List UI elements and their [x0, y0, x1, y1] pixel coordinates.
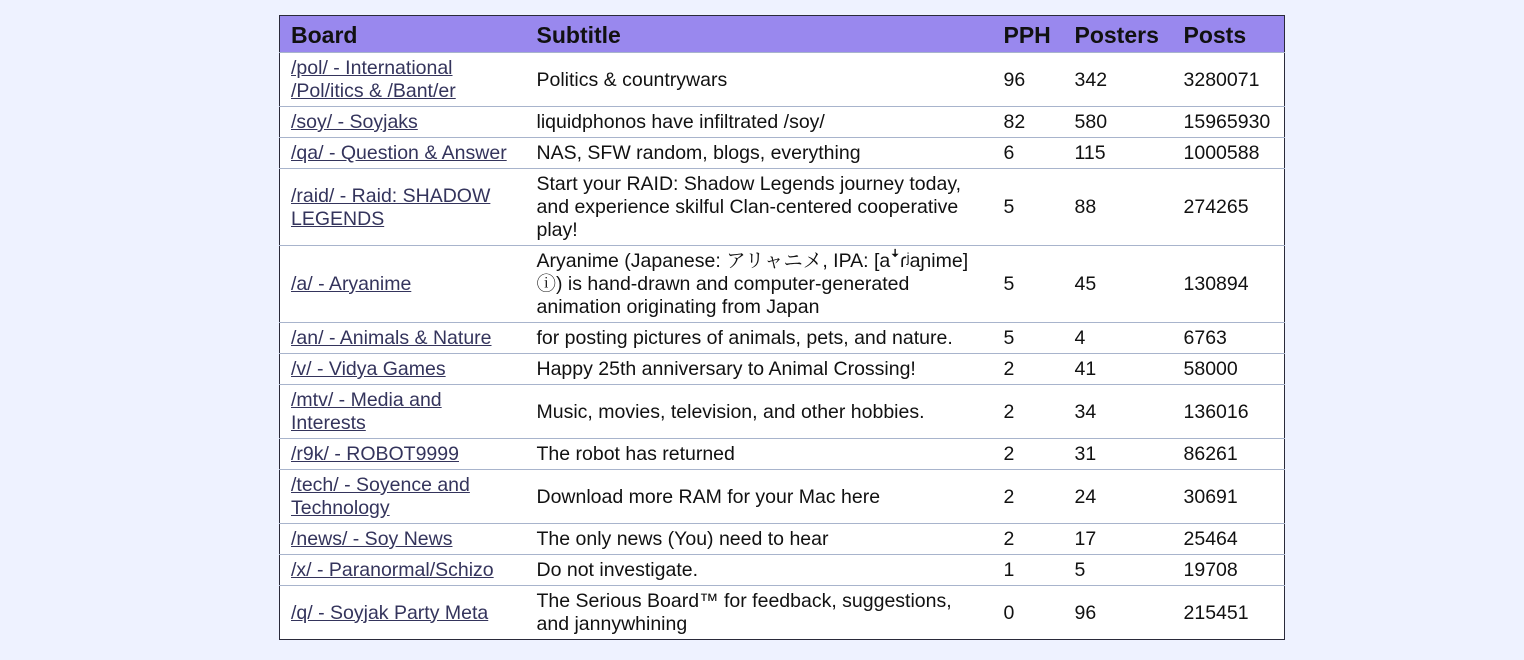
board-table: [279, 15, 1285, 640]
posters-cell: 96: [1064, 586, 1173, 640]
board-link[interactable]: /tech/ - Soyence and Technology: [291, 474, 470, 519]
board-cell: [280, 385, 526, 439]
board-link[interactable]: /pol/ - International /Pol/itics & /Bant/er: [291, 57, 456, 102]
pph-cell: 5: [993, 323, 1064, 354]
table-row: [280, 323, 1285, 354]
posters-cell: 115: [1064, 138, 1173, 169]
posters-cell: 24: [1064, 470, 1173, 524]
posts-cell: 19708: [1173, 555, 1285, 586]
posters-cell: 580: [1064, 107, 1173, 138]
board-link[interactable]: /a/ - Aryanime: [291, 273, 412, 295]
table-row: [280, 524, 1285, 555]
posters-cell: 41: [1064, 354, 1173, 385]
subtitle-cell: Happy 25th anniversary to Animal Crossing!: [526, 354, 993, 385]
posters-cell: 342: [1064, 53, 1173, 107]
pph-cell: 2: [993, 385, 1064, 439]
board-link[interactable]: /x/ - Paranormal/Schizo: [291, 559, 494, 581]
board-cell: [280, 107, 526, 138]
pph-cell: 2: [993, 470, 1064, 524]
posts-cell: 136016: [1173, 385, 1285, 439]
subtitle-cell: for posting pictures of animals, pets, and nature.: [526, 323, 993, 354]
board-link[interactable]: /r9k/ - ROBOT9999: [291, 443, 459, 465]
posts-cell: 30691: [1173, 470, 1285, 524]
posters-cell: 34: [1064, 385, 1173, 439]
posts-cell: 15965930: [1173, 107, 1285, 138]
table-row: [280, 246, 1285, 323]
subtitle-cell: Start your RAID: Shadow Legends journey today, and experience skilful Clan-centered cooperative play!: [526, 169, 993, 246]
posts-cell: 215451: [1173, 586, 1285, 640]
posters-cell: 17: [1064, 524, 1173, 555]
board-cell: [280, 246, 526, 323]
pph-cell: 82: [993, 107, 1064, 138]
board-cell: [280, 354, 526, 385]
table-row: [280, 107, 1285, 138]
pph-cell: 96: [993, 53, 1064, 107]
pph-cell: 2: [993, 524, 1064, 555]
subtitle-cell: The only news (You) need to hear: [526, 524, 993, 555]
board-cell: [280, 439, 526, 470]
board-link[interactable]: /an/ - Animals & Nature: [291, 327, 492, 349]
subtitle-cell: The Serious Board™ for feedback, suggestions, and jannywhining: [526, 586, 993, 640]
posts-cell: 1000588: [1173, 138, 1285, 169]
posts-cell: 3280071: [1173, 53, 1285, 107]
subtitle-cell: The robot has returned: [526, 439, 993, 470]
table-row: [280, 169, 1285, 246]
posters-cell: 4: [1064, 323, 1173, 354]
posts-cell: 274265: [1173, 169, 1285, 246]
board-link[interactable]: /raid/ - Raid: SHADOW LEGENDS: [291, 184, 491, 230]
subtitle-cell: Do not investigate.: [526, 555, 993, 586]
board-link[interactable]: /news/ - Soy News: [291, 528, 453, 550]
board-cell: [280, 138, 526, 169]
table-row: [280, 138, 1285, 169]
board-rows: [280, 53, 1285, 640]
board-cell: [280, 524, 526, 555]
pph-cell: 2: [993, 439, 1064, 470]
table-row: [280, 354, 1285, 385]
board-cell: [280, 555, 526, 586]
board-cell: [280, 470, 526, 524]
posters-cell: 45: [1064, 246, 1173, 323]
pph-cell: 1: [993, 555, 1064, 586]
table-row: [280, 439, 1285, 470]
header-board[interactable]: Board: [291, 21, 358, 48]
board-cell: [280, 323, 526, 354]
header-posts[interactable]: Posts: [1183, 21, 1247, 48]
board-link[interactable]: /v/ - Vidya Games: [291, 358, 446, 380]
board-cell: [280, 586, 526, 640]
pph-cell: 0: [993, 586, 1064, 640]
table-row: [280, 555, 1285, 586]
pph-cell: 5: [993, 246, 1064, 323]
subtitle-cell: Download more RAM for your Mac here: [526, 470, 993, 524]
posts-cell: 130894: [1173, 246, 1285, 323]
subtitle-cell: Politics & countrywars: [526, 53, 993, 107]
table-header-row: [280, 16, 1285, 53]
posters-cell: 88: [1064, 169, 1173, 246]
header-posters[interactable]: Posters: [1074, 21, 1159, 48]
posts-cell: 58000: [1173, 354, 1285, 385]
table-row: [280, 470, 1285, 524]
posters-cell: 5: [1064, 555, 1173, 586]
board-link[interactable]: /qa/ - Question & Answer: [291, 142, 507, 164]
posts-cell: 6763: [1173, 323, 1285, 354]
header-pph[interactable]: PPH: [1003, 21, 1051, 48]
board-list-container: [279, 15, 1284, 640]
board-link[interactable]: /soy/ - Soyjaks: [291, 111, 418, 133]
subtitle-cell: liquidphonos have infiltrated /soy/: [526, 107, 993, 138]
board-link[interactable]: /mtv/ - Media and Interests: [291, 389, 442, 434]
posts-cell: 86261: [1173, 439, 1285, 470]
posters-cell: 31: [1064, 439, 1173, 470]
board-cell: [280, 169, 526, 246]
subtitle-cell: Music, movies, television, and other hobbies.: [526, 385, 993, 439]
board-link[interactable]: /q/ - Soyjak Party Meta: [291, 601, 489, 624]
pph-cell: 6: [993, 138, 1064, 169]
subtitle-cell: Aryanime (Japanese: アリャニメ, IPA: [aꜜɾʲaɲime] ⓘ) is hand-drawn and computer-generated animation originating from Japan: [526, 246, 993, 323]
subtitle-cell: NAS, SFW random, blogs, everything: [526, 138, 993, 169]
header-subtitle[interactable]: Subtitle: [536, 21, 621, 48]
table-row: [280, 586, 1285, 640]
posts-cell: 25464: [1173, 524, 1285, 555]
table-row: [280, 53, 1285, 107]
table-row: [280, 385, 1285, 439]
pph-cell: 5: [993, 169, 1064, 246]
board-cell: [280, 53, 526, 107]
pph-cell: 2: [993, 354, 1064, 385]
